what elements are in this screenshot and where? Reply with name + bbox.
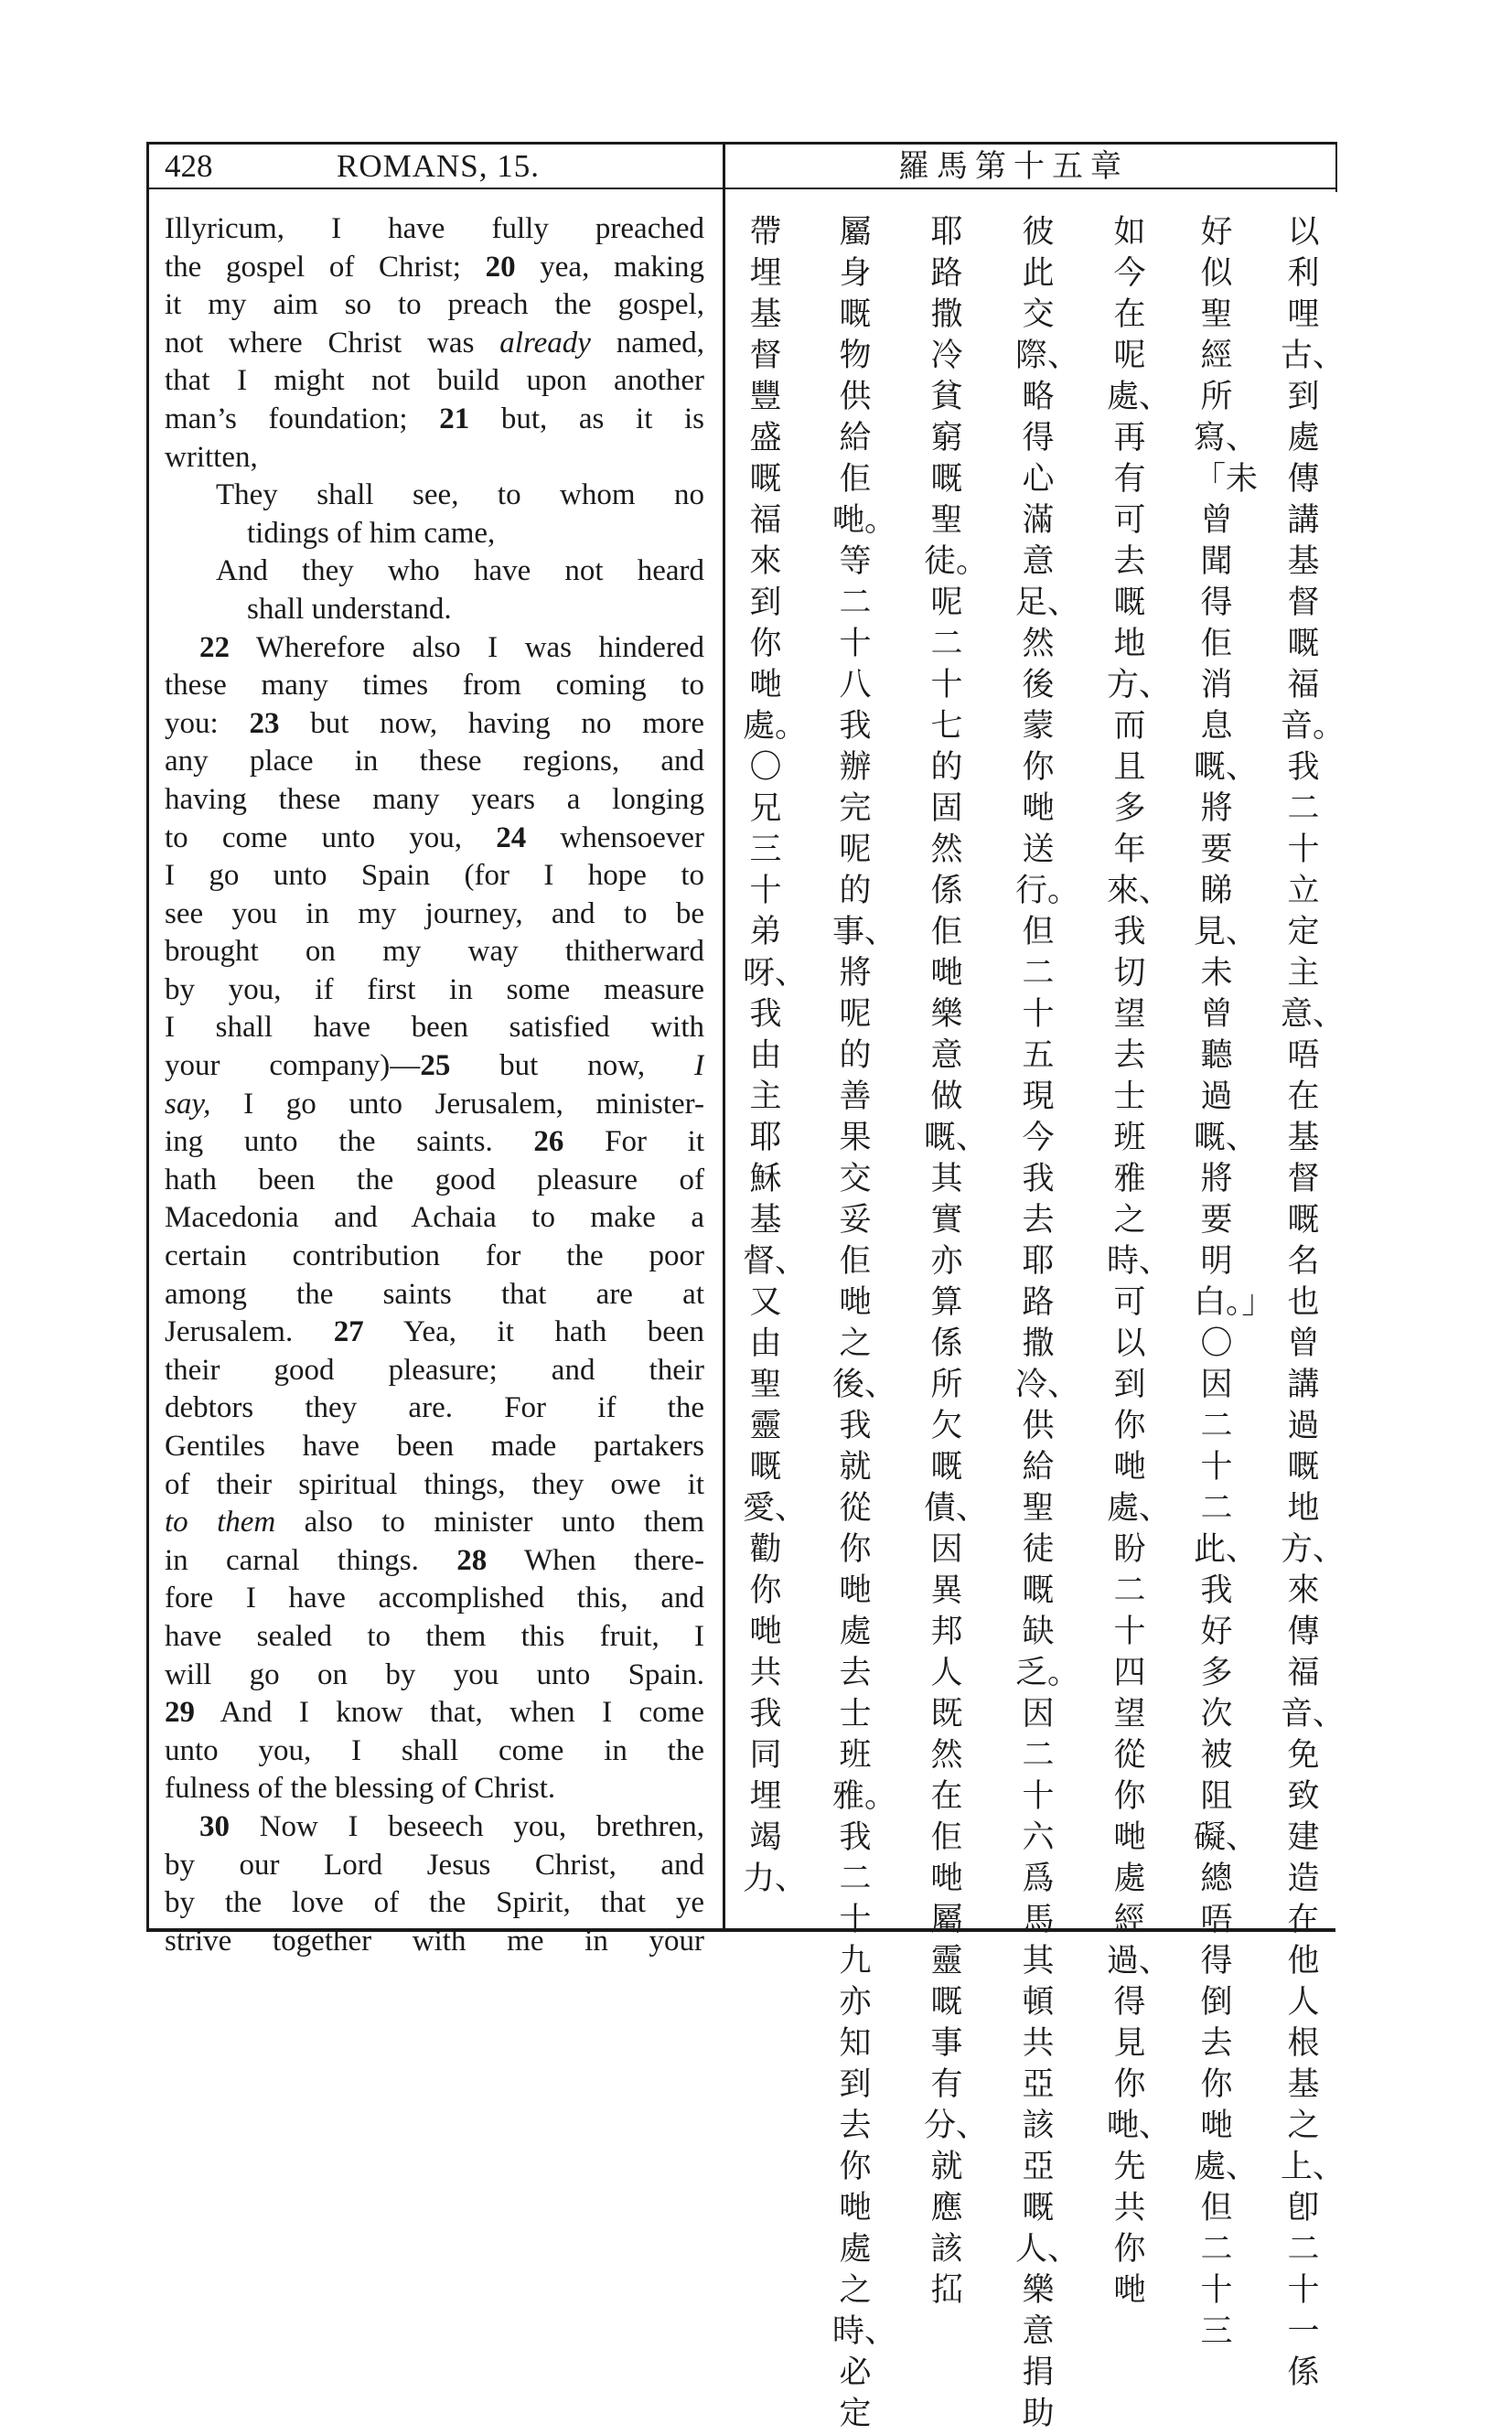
text-line: by our Lord Jesus Christ, and xyxy=(165,1848,704,1882)
chinese-column-6: 屬身嘅物供給佢哋。等二十八我辦完呢的事、將呢的善果交妥佢哋之後、我就從你哋處去士班雅。我二十九亦知到去你哋處之時、必定 xyxy=(832,214,897,2432)
verse-number: 29 xyxy=(165,1696,195,1730)
verse-number: 23 xyxy=(249,706,280,740)
text-line: unto you, I shall come in the xyxy=(165,1733,704,1767)
text-line: not where Christ was already named, xyxy=(165,326,704,359)
text-line: will go on by you unto Spain. xyxy=(165,1657,704,1691)
text-line: I shall have been satisfied with xyxy=(165,1011,704,1045)
text-line: 22 Wherefore also I was hindered xyxy=(199,630,704,664)
column-divider xyxy=(723,142,725,1930)
text-line: 29 And I know that, when I come xyxy=(165,1696,704,1730)
text-line: I go unto Spain (for I hope to xyxy=(165,859,704,893)
quotation-line: And they who have not heard xyxy=(216,554,704,588)
text-line: any place in these regions, and xyxy=(165,745,704,778)
text-line: fore I have accomplished this, and xyxy=(165,1582,704,1615)
text-line: have sealed to them this fruit, I xyxy=(165,1619,704,1653)
text-line: having these many years a longing xyxy=(165,782,704,816)
verse-number: 30 xyxy=(199,1809,230,1843)
text-line: by the love of the Spirit, that ye xyxy=(165,1886,704,1920)
chinese-running-head: 羅馬第十五章 xyxy=(898,148,1129,185)
text-line: brought on my way thitherward xyxy=(165,935,704,969)
verse-number: 21 xyxy=(439,402,470,435)
text-line: 30 Now I beseech you, brethren, xyxy=(199,1809,704,1843)
text-line: Jerusalem. 27 Yea, it hath been xyxy=(165,1315,704,1349)
text-line: it my aim so to preach the gospel, xyxy=(165,288,704,322)
verse-number: 28 xyxy=(456,1543,488,1577)
text-line: hath been the good pleasure of xyxy=(165,1163,704,1196)
page-number: 428 xyxy=(165,148,213,184)
text-line: written, xyxy=(165,440,258,474)
quotation-line: shall understand. xyxy=(247,592,452,626)
text-line: the gospel of Christ; 20 yea, making xyxy=(165,250,704,284)
text-line: say, I go unto Jerusalem, minister- xyxy=(165,1087,704,1121)
text-line: of their spiritual things, they owe it xyxy=(165,1467,704,1501)
text-line: Illyricum, I have fully preached xyxy=(165,212,704,245)
text-line: by you, if first in some measure xyxy=(165,972,704,1006)
verse-number: 25 xyxy=(420,1049,451,1083)
text-line: man’s foundation; 21 but, as it is xyxy=(165,402,704,435)
chinese-column-3: 如今在呢處、再有可去嘅地方、而且多年來、我切望去士班雅之時、可以到你哋處、盼二十四望從你哋處經過、得見你哋、先共你哋 xyxy=(1107,214,1172,2309)
quotation-line: tidings of him came, xyxy=(247,516,496,550)
text-line: see you in my journey, and to be xyxy=(165,896,704,930)
english-text-column xyxy=(165,210,704,1960)
text-line: to them also to minister unto them xyxy=(165,1506,704,1539)
text-line: ing unto the saints. 26 For it xyxy=(165,1125,704,1159)
verse-number: 20 xyxy=(485,250,516,284)
text-line: Macedonia and Achaia to make a xyxy=(165,1201,704,1235)
text-line: strive together with me in your xyxy=(165,1924,704,1958)
frame-left-rule xyxy=(146,142,149,1932)
verse-number: 24 xyxy=(496,821,527,854)
text-line: debtors they are. For if the xyxy=(165,1391,704,1425)
text-line: their good pleasure; and their xyxy=(165,1353,704,1387)
text-line: you: 23 but now, having no more xyxy=(165,706,704,740)
running-head: ROMANS, 15. xyxy=(337,148,541,184)
quotation-line: They shall see, to whom no xyxy=(216,478,704,512)
text-line: to come unto you, 24 whensoever xyxy=(165,821,704,854)
frame-right-rule xyxy=(1335,142,1337,192)
chinese-column-1: 以利哩古、到處傳講基督嘅福音。我二十立定主意、唔在基督嘅名也曾講過嘅地方、來傳福音、免致建造在他人根基之上、卽二十一係 xyxy=(1281,214,1346,2391)
text-line: in carnal things. 28 When there- xyxy=(165,1543,704,1577)
verse-number: 27 xyxy=(333,1315,364,1349)
text-line: fulness of the blessing of Christ. xyxy=(165,1772,556,1806)
text-line: Gentiles have been made partakers xyxy=(165,1430,704,1463)
chinese-column-7: 帶埋基督豐盛嘅福來到你哋處。〇兄三十弟呀、我由主耶穌基督、又由聖靈嘅愛、勸你哋共我同埋竭力、 xyxy=(743,214,808,1897)
header-rule xyxy=(148,188,1337,189)
frame-top-rule xyxy=(148,142,1337,145)
chinese-column-4: 彼此交際、略得心滿意足、然後蒙你哋送行。但二十五現今我去耶路撒冷、供給聖徒嘅缺乏。因二十六爲馬其頓共亞該亞嘅人、樂意捐助 xyxy=(1015,214,1080,2432)
verse-number: 26 xyxy=(533,1125,564,1159)
text-line: these many times from coming to xyxy=(165,669,704,703)
chinese-column-5: 耶路撒冷貧窮嘅聖徒。呢二十七的固然係佢哋樂意做嘅、其實亦算係所欠嘅債、因異邦人既然在佢哋屬靈嘅事有分、就應該𢫏 xyxy=(924,214,989,2309)
text-line: certain contribution for the poor xyxy=(165,1239,704,1273)
text-line: that I might not build upon another xyxy=(165,364,704,398)
verse-number: 22 xyxy=(199,630,230,664)
text-line: your company)—25 but now, I xyxy=(165,1049,704,1083)
text-line: among the saints that are at xyxy=(165,1277,704,1311)
chinese-column-2: 好似聖經所寫、「未曾聞得佢消息嘅、將要睇見、未曾聽過嘅、將要明白。」〇因二十二此、我好多次被阻礙、總唔得倒去你哋處、但二十三 xyxy=(1194,214,1274,2350)
